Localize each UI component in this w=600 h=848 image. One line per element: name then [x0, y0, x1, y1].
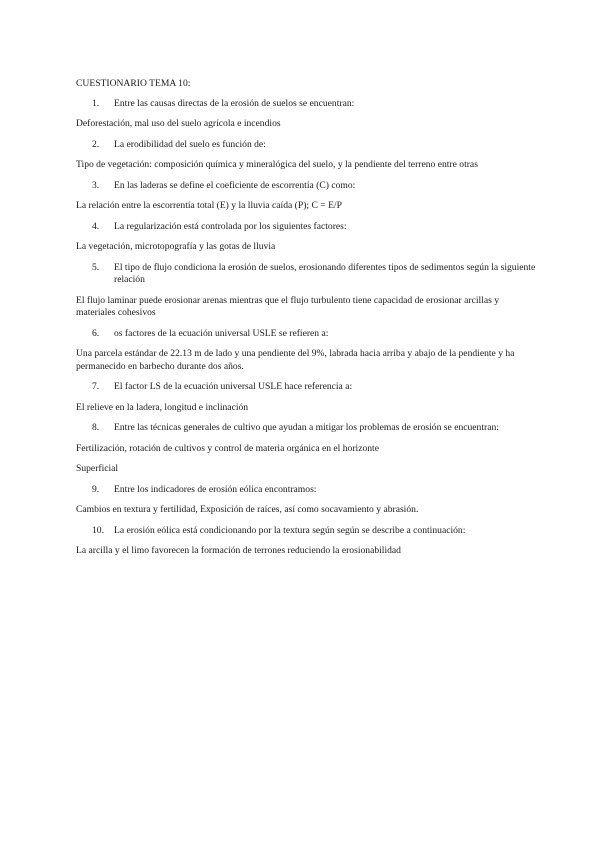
- answer-text: Una parcela estándar de 22.13 m de lado y una pendiente del 9%, labrada hacia arriba y abajo de la pendiente y ha permanecido en barbecho durante dos años.: [76, 348, 515, 372]
- question-number: 5.: [92, 261, 100, 273]
- question-text: Entre las causas directas de la erosión de suelos se encuentran:: [114, 97, 355, 109]
- answer-text: La vegetación, microtopografía y las gotas de lluvia: [76, 241, 276, 252]
- question-text: Entre los indicadores de erosión eólica encontramos:: [114, 483, 317, 495]
- document-page: [76, 78, 536, 566]
- answer-text: Deforestación, mal uso del suelo agrícola e incendios: [76, 118, 281, 129]
- question-number: 4.: [92, 220, 100, 232]
- question-number: 2.: [92, 138, 100, 150]
- question-3: [92, 180, 536, 193]
- question-text: Entre las técnicas generales de cultivo que ayudan a mitigar los problemas de erosión se encuentran:: [114, 422, 499, 433]
- answer-text: El flujo laminar puede erosionar arenas mientras que el flujo turbulento tiene capacidad de erosionar arcillas y materiales cohesivos: [76, 294, 500, 318]
- question-text: os factores de la ecuación universal USLE se refieren a:: [114, 327, 329, 339]
- document-title: CUESTIONARIO TEMA 10:: [76, 78, 191, 89]
- question-5: [92, 262, 536, 287]
- question-7: [92, 381, 536, 394]
- question-number: 3.: [92, 179, 100, 191]
- question-text: El factor LS de la ecuación universal USLE hace referencia a:: [114, 381, 353, 392]
- question-2: [92, 139, 536, 152]
- answer-text: Superficial: [76, 463, 119, 474]
- question-text: El tipo de flujo condiciona la erosión de suelos, erosionando diferentes tipos de sedimentos según la siguiente relación: [114, 261, 536, 285]
- question-1: [92, 98, 536, 111]
- question-4: [92, 221, 536, 234]
- answer-text: La arcilla y el limo favorecen la formación de terrones reduciendo la erosionabilidad: [76, 545, 401, 556]
- question-number: 6.: [92, 327, 100, 339]
- question-8: [92, 422, 536, 435]
- answer-text: Tipo de vegetación: composición química y mineralógica del suelo, y la pendiente del terreno entre otras: [76, 159, 478, 170]
- answer-text: El relieve en la ladera, longitud e inclinación: [76, 401, 249, 413]
- question-number: 1.: [92, 97, 100, 109]
- question-number: 9.: [92, 483, 100, 495]
- question-number: 10.: [92, 524, 104, 536]
- question-text: La erodibilidad del suelo es función de:: [114, 138, 266, 150]
- question-text: En las laderas se define el coeficiente de escorrentía (C) como:: [114, 179, 356, 191]
- question-list: [76, 98, 536, 558]
- question-10: [92, 525, 536, 538]
- question-6: [92, 328, 536, 341]
- question-number: 7.: [92, 381, 100, 392]
- question-number: 8.: [92, 422, 100, 433]
- answer-text: Fertilización, rotación de cultivos y control de materia orgánica en el horizonte: [76, 442, 379, 454]
- question-text: La regularización está controlada por los siguientes factores:: [114, 220, 347, 232]
- answer-text: La relación entre la escorrentía total (E) y la lluvia caída (P); C = E/P: [76, 200, 342, 211]
- question-9: [92, 484, 536, 497]
- question-text: La erosión eólica está condicionando por la textura según según se describe a continuación:: [114, 524, 466, 536]
- answer-text: Cambios en textura y fertilidad, Exposición de raíces, así como socavamiento y abrasión.: [76, 504, 419, 515]
